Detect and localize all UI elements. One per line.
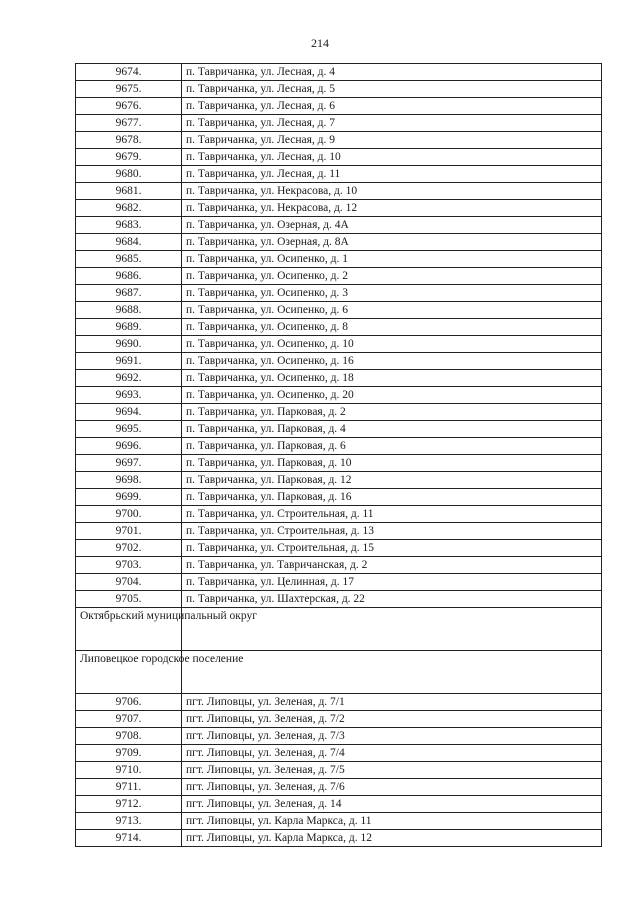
row-address: п. Тавричанка, ул. Парковая, д. 10 [182, 455, 602, 472]
table-row [76, 506, 602, 523]
table-row [76, 489, 602, 506]
table-row [76, 370, 602, 387]
row-address: п. Тавричанка, ул. Лесная, д. 4 [182, 64, 602, 81]
row-number: 9708. [76, 728, 182, 745]
table-row [76, 115, 602, 132]
row-address: п. Тавричанка, ул. Парковая, д. 4 [182, 421, 602, 438]
row-address: п. Тавричанка, ул. Лесная, д. 11 [182, 166, 602, 183]
table-row [76, 557, 602, 574]
table-row [76, 285, 602, 302]
table-row [76, 64, 602, 81]
row-number: 9680. [76, 166, 182, 183]
table-row [76, 796, 602, 813]
row-address: п. Тавричанка, ул. Строительная, д. 11 [182, 506, 602, 523]
row-address: пгт. Липовцы, ул. Карла Маркса, д. 12 [182, 830, 602, 847]
row-number: 9706. [76, 694, 182, 711]
group-row-district [76, 608, 602, 651]
row-number: 9697. [76, 455, 182, 472]
row-address: п. Тавричанка, ул. Осипенко, д. 1 [182, 251, 602, 268]
row-number: 9683. [76, 217, 182, 234]
table-row [76, 455, 602, 472]
table-body-groups [76, 608, 602, 694]
row-number: 9687. [76, 285, 182, 302]
row-address: пгт. Липовцы, ул. Зеленая, д. 7/5 [182, 762, 602, 779]
row-address: п. Тавричанка, ул. Осипенко, д. 10 [182, 336, 602, 353]
table-row [76, 472, 602, 489]
row-address: п. Тавричанка, ул. Лесная, д. 9 [182, 132, 602, 149]
row-address: пгт. Липовцы, ул. Зеленая, д. 7/6 [182, 779, 602, 796]
table-row [76, 591, 602, 608]
table-row [76, 268, 602, 285]
row-address: п. Тавричанка, ул. Осипенко, д. 20 [182, 387, 602, 404]
table-row [76, 523, 602, 540]
row-address: п. Тавричанка, ул. Лесная, д. 5 [182, 81, 602, 98]
row-address: п. Тавричанка, ул. Осипенко, д. 8 [182, 319, 602, 336]
table-row [76, 302, 602, 319]
row-address: пгт. Липовцы, ул. Карла Маркса, д. 11 [182, 813, 602, 830]
table-row [76, 132, 602, 149]
row-number: 9695. [76, 421, 182, 438]
row-address: п. Тавричанка, ул. Парковая, д. 12 [182, 472, 602, 489]
row-address: п. Тавричанка, ул. Строительная, д. 13 [182, 523, 602, 540]
table-row [76, 813, 602, 830]
row-number: 9677. [76, 115, 182, 132]
table-row [76, 711, 602, 728]
table-row [76, 421, 602, 438]
row-address: п. Тавричанка, ул. Озерная, д. 4А [182, 217, 602, 234]
row-number: 9688. [76, 302, 182, 319]
row-number: 9691. [76, 353, 182, 370]
row-address: пгт. Липовцы, ул. Зеленая, д. 14 [182, 796, 602, 813]
row-number: 9714. [76, 830, 182, 847]
row-address: п. Тавричанка, ул. Целинная, д. 17 [182, 574, 602, 591]
table-row [76, 251, 602, 268]
row-number: 9692. [76, 370, 182, 387]
row-number: 9704. [76, 574, 182, 591]
row-number: 9679. [76, 149, 182, 166]
row-address: п. Тавричанка, ул. Лесная, д. 7 [182, 115, 602, 132]
row-address: п. Тавричанка, ул. Озерная, д. 8А [182, 234, 602, 251]
table-row [76, 234, 602, 251]
row-number: 9713. [76, 813, 182, 830]
row-number: 9686. [76, 268, 182, 285]
row-address: п. Тавричанка, ул. Шахтерская, д. 22 [182, 591, 602, 608]
row-number: 9681. [76, 183, 182, 200]
row-address: п. Тавричанка, ул. Лесная, д. 10 [182, 149, 602, 166]
row-number: 9696. [76, 438, 182, 455]
table-row [76, 98, 602, 115]
row-number: 9690. [76, 336, 182, 353]
row-number: 9709. [76, 745, 182, 762]
row-address: п. Тавричанка, ул. Осипенко, д. 3 [182, 285, 602, 302]
row-number: 9675. [76, 81, 182, 98]
address-table [75, 63, 602, 847]
row-number: 9685. [76, 251, 182, 268]
row-number: 9694. [76, 404, 182, 421]
row-number: 9678. [76, 132, 182, 149]
row-address: п. Тавричанка, ул. Некрасова, д. 12 [182, 200, 602, 217]
row-number: 9705. [76, 591, 182, 608]
row-number: 9689. [76, 319, 182, 336]
table-row [76, 830, 602, 847]
table-row [76, 438, 602, 455]
row-address: п. Тавричанка, ул. Некрасова, д. 10 [182, 183, 602, 200]
row-address: п. Тавричанка, ул. Строительная, д. 15 [182, 540, 602, 557]
row-number: 9712. [76, 796, 182, 813]
row-address: п. Тавричанка, ул. Парковая, д. 16 [182, 489, 602, 506]
row-number: 9682. [76, 200, 182, 217]
row-number: 9699. [76, 489, 182, 506]
table-row [76, 149, 602, 166]
table-row [76, 728, 602, 745]
row-number: 9698. [76, 472, 182, 489]
row-number: 9700. [76, 506, 182, 523]
row-address: п. Тавричанка, ул. Осипенко, д. 18 [182, 370, 602, 387]
row-address: п. Тавричанка, ул. Осипенко, д. 6 [182, 302, 602, 319]
table-row [76, 404, 602, 421]
row-address: пгт. Липовцы, ул. Зеленая, д. 7/4 [182, 745, 602, 762]
row-number: 9701. [76, 523, 182, 540]
table-row [76, 319, 602, 336]
page-number: 214 [311, 36, 329, 50]
row-address: пгт. Липовцы, ул. Зеленая, д. 7/1 [182, 694, 602, 711]
table-row [76, 387, 602, 404]
table-row [76, 200, 602, 217]
table-row [76, 166, 602, 183]
table-row [76, 694, 602, 711]
group-row-settlement [76, 651, 602, 694]
row-number: 9674. [76, 64, 182, 81]
empty-cell [182, 651, 602, 694]
table-row [76, 217, 602, 234]
table-body-bottom [76, 694, 602, 847]
table-row [76, 745, 602, 762]
table-row [76, 779, 602, 796]
row-number: 9684. [76, 234, 182, 251]
row-number: 9693. [76, 387, 182, 404]
row-address: п. Тавричанка, ул. Тавричанская, д. 2 [182, 557, 602, 574]
table-row [76, 183, 602, 200]
settlement-label: Липовецкое городское поселение [76, 651, 182, 694]
row-number: 9710. [76, 762, 182, 779]
row-number: 9707. [76, 711, 182, 728]
row-address: пгт. Липовцы, ул. Зеленая, д. 7/2 [182, 711, 602, 728]
table-body-top [76, 64, 602, 608]
table-row [76, 762, 602, 779]
district-label: Октябрьский муниципальный округ [76, 608, 182, 651]
row-number: 9703. [76, 557, 182, 574]
table-row [76, 336, 602, 353]
row-number: 9702. [76, 540, 182, 557]
table-row [76, 574, 602, 591]
row-address: п. Тавричанка, ул. Лесная, д. 6 [182, 98, 602, 115]
row-number: 9711. [76, 779, 182, 796]
row-address: п. Тавричанка, ул. Парковая, д. 6 [182, 438, 602, 455]
table-row [76, 540, 602, 557]
row-address: пгт. Липовцы, ул. Зеленая, д. 7/3 [182, 728, 602, 745]
row-address: п. Тавричанка, ул. Осипенко, д. 2 [182, 268, 602, 285]
row-address: п. Тавричанка, ул. Осипенко, д. 16 [182, 353, 602, 370]
row-address: п. Тавричанка, ул. Парковая, д. 2 [182, 404, 602, 421]
table-row [76, 353, 602, 370]
row-number: 9676. [76, 98, 182, 115]
table-row [76, 81, 602, 98]
